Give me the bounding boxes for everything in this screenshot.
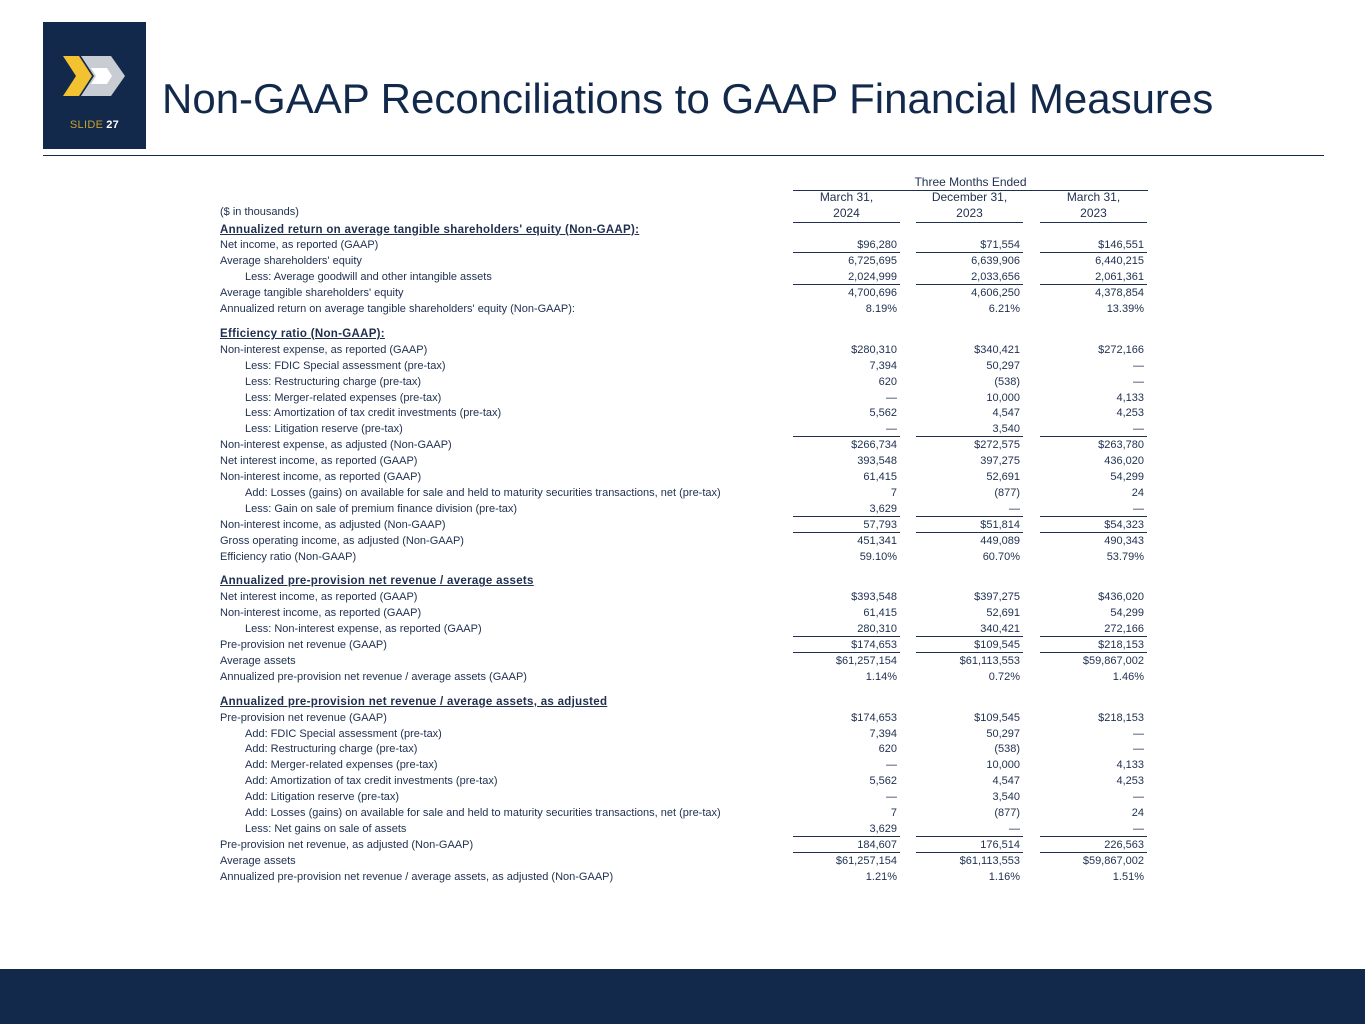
chevron-logo-icon [59,46,129,106]
table-row [220,270,1148,286]
section-header-row [220,695,1148,711]
company-logo [43,22,146,149]
row-value: $272,575 [974,439,1020,452]
row-value: 7,394 [869,359,897,372]
row-value: $109,545 [916,638,1023,653]
row-value: 61,415 [863,471,897,483]
row-value: $397,275 [974,591,1020,604]
table-row [220,343,1148,359]
row-value: $54,323 [1040,518,1147,533]
row-value: $340,421 [974,343,1020,356]
row-value: 10,000 [986,759,1020,772]
row-value: 59.10% [859,550,897,563]
row-value: $393,548 [851,591,897,604]
row-value: — [1133,791,1144,804]
row-value: 13.39% [1106,303,1144,315]
row-value: 620 [878,375,897,388]
row-label: Annualized return on average tangible shareholders' equity (Non-GAAP): [220,303,575,315]
row-value: 4,700,696 [848,287,897,300]
table-row [220,590,1148,606]
row-value: 52,691 [986,607,1020,620]
column-header-mar-2023: March 31, 2023 [1040,190,1147,223]
row-value: 0.72% [988,670,1020,683]
row-label: Efficiency ratio (Non-GAAP) [220,550,357,563]
row-value: 6.21% [988,303,1020,315]
row-value: 1.16% [988,870,1020,883]
row-value: $61,113,553 [959,854,1020,867]
row-value: 2,061,361 [1040,270,1147,285]
row-value: $61,257,154 [835,854,897,867]
row-value: 1.46% [1112,670,1144,683]
row-value: (877) [994,486,1020,499]
table-row [220,638,1148,654]
row-label: Net interest income, as reported (GAAP) [220,591,418,604]
row-value: 61,415 [863,607,897,620]
row-value: 4,253 [1116,407,1144,420]
table-row [220,838,1148,854]
row-value: $109,545 [974,711,1020,724]
table-row [220,758,1148,774]
row-value: — [1133,359,1144,372]
row-value: 7,394 [869,727,897,740]
table-row [220,406,1148,422]
row-value: $218,153 [1098,711,1144,724]
table-row [220,550,1148,566]
row-label: Add: Restructuring charge (pre-tax) [245,743,418,756]
row-label: Annualized return on average tangible shareholders' equity (Non-GAAP): [220,223,640,236]
row-value: 6,639,906 [971,255,1020,268]
row-value: 4,133 [1116,759,1144,772]
row-label: Net interest income, as reported (GAAP) [220,455,418,468]
table-row [220,534,1148,550]
row-value: 620 [878,743,897,756]
row-value: 451,341 [857,534,897,547]
row-value: 3,540 [916,422,1023,437]
row-value: 184,607 [793,838,900,853]
row-label: Less: Litigation reserve (pre-tax) [245,423,403,436]
row-value: 7 [890,486,897,499]
section-header-row [220,327,1148,343]
row-label: Non-interest expense, as adjusted (Non-GAAP) [220,439,452,452]
row-value: 280,310 [793,622,900,637]
row-label: Less: Restructuring charge (pre-tax) [245,375,422,388]
table-row [220,502,1148,518]
table-row [220,790,1148,806]
row-value: — [1040,822,1147,837]
row-label: Non-interest income, as reported (GAAP) [220,607,422,620]
row-value: 340,421 [916,622,1023,637]
table-row [220,870,1148,886]
row-label: Efficiency ratio (Non-GAAP): [220,327,385,340]
table-row [220,806,1148,822]
row-value: 5,562 [869,407,897,420]
row-label: Pre-provision net revenue (GAAP) [220,639,387,651]
row-label: Net income, as reported (GAAP) [220,239,379,252]
row-label: Gross operating income, as adjusted (Non-GAAP) [220,534,464,547]
table-row [220,742,1148,758]
row-value: $96,280 [793,238,900,253]
row-value: — [793,422,900,437]
table-row [220,727,1148,743]
row-label: Less: Amortization of tax credit investments (pre-tax) [245,407,502,420]
row-value: 6,725,695 [848,255,897,268]
row-value: 60.70% [982,550,1020,563]
table-row [220,654,1148,670]
row-value: 226,563 [1040,838,1147,853]
table-row [220,438,1148,454]
row-value: 490,343 [1104,534,1144,547]
table-row [220,254,1148,270]
table-row [220,854,1148,870]
table-row [220,359,1148,375]
row-value: 3,629 [793,502,900,517]
row-value: $436,020 [1098,591,1144,604]
table-row [220,670,1148,686]
row-value: (538) [994,375,1020,388]
title-divider [43,155,1324,156]
row-label: Less: Gain on sale of premium finance division (pre-tax) [245,502,518,515]
row-label: Annualized pre-provision net revenue / average assets [220,575,534,588]
row-label: Less: Non-interest expense, as reported (GAAP) [245,623,482,636]
row-value: 6,440,215 [1095,255,1144,268]
row-value: — [1040,502,1147,517]
row-label: Add: Litigation reserve (pre-tax) [245,791,400,804]
row-label: Pre-provision net revenue, as adjusted (Non-GAAP) [220,838,474,851]
column-header-dec-2023: December 31, 2023 [916,190,1023,223]
row-value: 4,547 [992,775,1020,788]
row-value: 54,299 [1110,607,1144,620]
row-value: $146,551 [1040,238,1147,253]
row-value: 4,253 [1116,775,1144,788]
row-value: 57,793 [793,518,900,533]
row-value: $218,153 [1040,638,1147,653]
row-value: — [1133,375,1144,388]
table-row [220,375,1148,391]
row-value: 3,629 [793,822,900,837]
row-label: Less: FDIC Special assessment (pre-tax) [245,359,446,372]
row-value: $61,113,553 [959,654,1020,667]
row-value: $174,653 [851,711,897,724]
row-value: 1.51% [1112,870,1144,883]
units-label: ($ in thousands) [220,206,299,218]
table-row [220,391,1148,407]
row-value: $266,734 [851,439,897,452]
table-row [220,454,1148,470]
row-label: Average tangible shareholders' equity [220,287,404,300]
row-value: $174,653 [793,638,900,653]
row-label: Add: Losses (gains) on available for sale and held to maturity securities transactions, net (pre-tax) [245,486,721,499]
table-row [220,606,1148,622]
row-label: Add: Losses (gains) on available for sale and held to maturity securities transactions, net (pre-tax) [245,807,721,819]
row-value: $71,554 [916,238,1023,253]
row-label: Average assets [220,854,296,867]
table-row [220,711,1148,727]
row-value: 393,548 [857,455,897,468]
row-label: Non-interest income, as reported (GAAP) [220,471,422,483]
row-value: 2,033,656 [916,270,1023,285]
row-label: Less: Merger-related expenses (pre-tax) [245,391,442,404]
column-header-mar-2024: March 31, 2024 [793,190,900,223]
row-value: 24 [1131,486,1144,499]
row-label: Annualized pre-provision net revenue / average assets (GAAP) [220,670,527,683]
row-value: 50,297 [986,727,1020,740]
row-label: Pre-provision net revenue (GAAP) [220,711,387,724]
row-label: Add: Merger-related expenses (pre-tax) [245,759,438,772]
table-row [220,286,1148,302]
row-value: 4,378,854 [1095,287,1144,300]
row-value: 10,000 [986,391,1020,404]
row-value: 52,691 [986,471,1020,483]
row-label: Less: Average goodwill and other intangible assets [245,271,492,284]
row-label: Annualized pre-provision net revenue / average assets, as adjusted (Non-GAAP) [220,870,614,883]
row-value: — [1040,422,1147,437]
slide-number-label: SLIDE 27 [69,119,120,131]
row-value: — [1133,727,1144,740]
row-value: — [886,759,897,772]
footer-bar [0,969,1365,1024]
section-header-row [220,574,1148,590]
row-value: $59,867,002 [1082,654,1144,667]
row-label: Non-interest expense, as reported (GAAP) [220,343,428,356]
row-value: — [886,391,897,404]
row-label: Average assets [220,654,296,667]
row-value: — [916,822,1023,837]
row-value: 2,024,999 [793,270,900,285]
row-label: Add: Amortization of tax credit investments (pre-tax) [245,775,498,788]
row-label: Annualized pre-provision net revenue / average assets, as adjusted [220,695,608,708]
row-value: 4,133 [1116,391,1144,404]
row-value: 397,275 [980,455,1020,468]
row-value: 24 [1131,807,1144,819]
table-row [220,238,1148,254]
column-group-header: Three Months Ended [793,175,1148,191]
row-value: 53.79% [1106,550,1144,563]
table-row [220,302,1148,318]
row-value: 449,089 [980,534,1020,547]
row-value: 176,514 [916,838,1023,853]
row-value: $61,257,154 [835,654,897,667]
table-row [220,622,1148,638]
table-row [220,422,1148,438]
row-value: 272,166 [1040,622,1147,637]
row-value: — [1133,743,1144,756]
section-header-row [220,223,1148,239]
row-value: 436,020 [1104,455,1144,468]
row-value: 7 [890,807,897,819]
row-value: 54,299 [1110,471,1144,483]
row-value: (877) [994,807,1020,819]
row-value: 4,606,250 [971,287,1020,300]
row-label: Add: FDIC Special assessment (pre-tax) [245,727,442,740]
row-value: 1.21% [865,870,897,883]
row-label: Non-interest income, as adjusted (Non-GAAP) [220,518,446,531]
row-value: 8.19% [865,303,897,315]
table-row [220,470,1148,486]
table-row [220,822,1148,838]
row-value: 5,562 [869,775,897,788]
row-value: 4,547 [992,407,1020,420]
row-value: (538) [994,743,1020,756]
row-value: $51,814 [916,518,1023,533]
row-value: 50,297 [986,359,1020,372]
table-row [220,486,1148,502]
row-value: 1.14% [865,670,897,683]
page-title: Non-GAAP Reconciliations to GAAP Financial Measures [162,75,1214,122]
row-value: 3,540 [992,791,1020,804]
row-value: $263,780 [1098,439,1144,452]
row-value: $280,310 [851,343,897,356]
row-value: $272,166 [1098,343,1144,356]
table-row [220,774,1148,790]
row-label: Less: Net gains on sale of assets [245,822,407,835]
table-row [220,518,1148,534]
row-label: Average shareholders' equity [220,255,362,268]
row-value: $59,867,002 [1082,854,1144,867]
row-value: — [886,791,897,804]
row-value: — [916,502,1023,517]
